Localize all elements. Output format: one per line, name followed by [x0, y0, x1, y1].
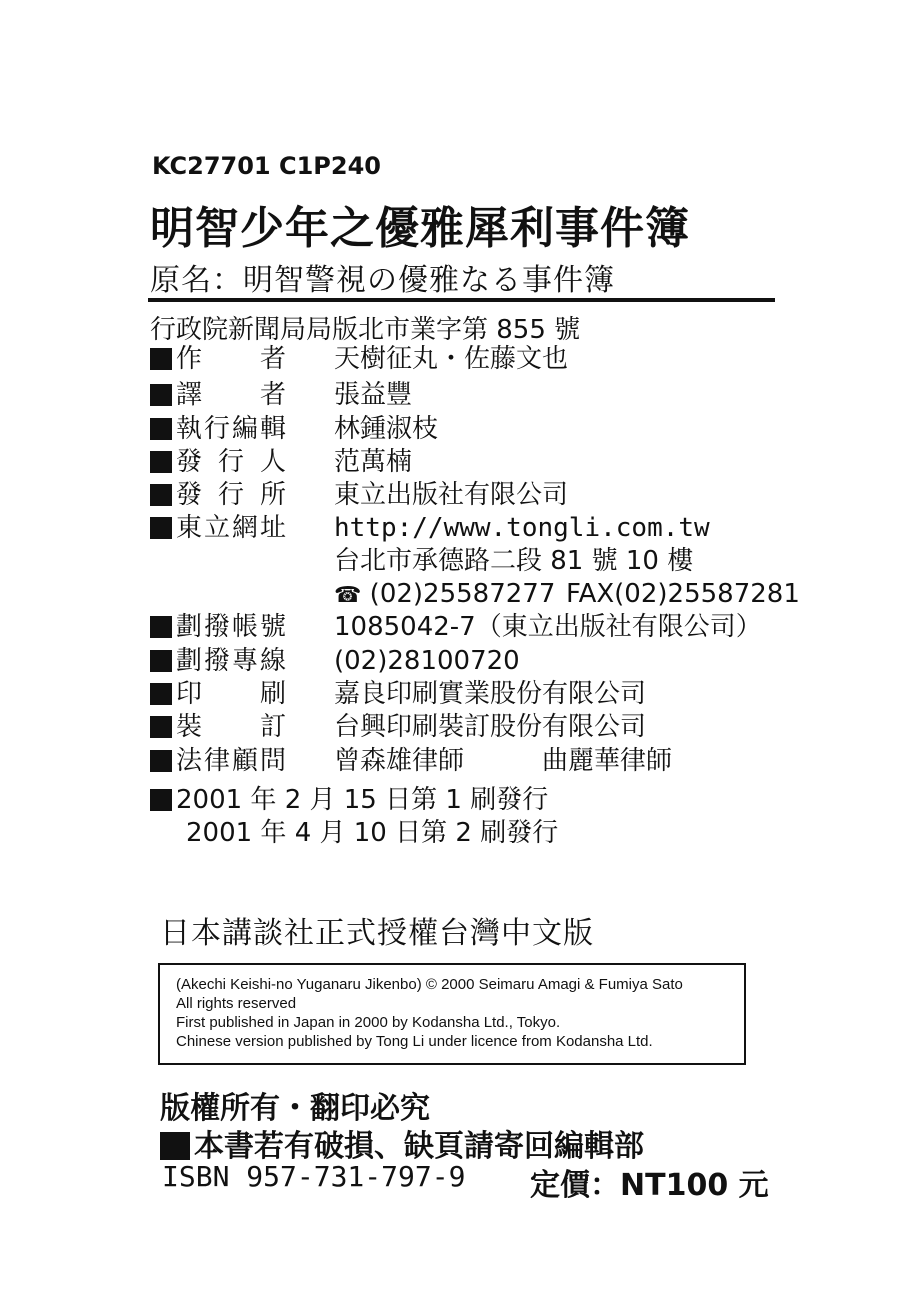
bullet-square [150, 384, 172, 406]
license-number: 行政院新聞局局版北市業字第 855 號 [150, 315, 581, 345]
credit-row-website [150, 512, 710, 545]
title-divider [148, 298, 775, 302]
rights-reserved: 版權所有・翻印必究 [160, 1091, 430, 1126]
credit-label: 執行編輯 [176, 414, 286, 444]
credit-row-author [150, 343, 569, 376]
credit-row-editor [150, 413, 439, 446]
credit-row-hotline [150, 645, 520, 678]
credit-row-publishing-house [150, 479, 569, 512]
bullet-square [150, 517, 172, 539]
credit-value: 范萬楠 [334, 447, 413, 477]
damage-notice: 本書若有破損、缺頁請寄回編輯部 [194, 1129, 644, 1164]
copyright-box [158, 963, 746, 1065]
credit-value: 天樹征丸・佐藤文也 [334, 344, 569, 374]
credit-row-binding [150, 711, 647, 744]
bullet-square [150, 348, 172, 370]
credit-value-secondary: 曲麗華律師 [542, 746, 673, 776]
contact-row [334, 578, 800, 612]
book-code: KC27701 C1P240 [152, 152, 381, 180]
authorization-statement: 日本講談社正式授權台灣中文版 [160, 916, 594, 951]
bullet-square [160, 1132, 190, 1160]
damage-notice-row [160, 1121, 644, 1165]
address: 台北市承德路二段 81 號 10 樓 [334, 546, 694, 576]
bullet-square [150, 683, 172, 705]
isbn: ISBN 957-731-797-9 [162, 1160, 466, 1193]
credit-value: 台興印刷裝訂股份有限公司 [334, 712, 647, 742]
bullet-square [150, 650, 172, 672]
bullet-square [150, 716, 172, 738]
credit-label: 東立網址 [176, 513, 286, 543]
bullet-square [150, 451, 172, 473]
telephone-number: (02)25587277 [369, 579, 556, 609]
credit-label: 發 行 人 [176, 447, 286, 477]
bullet-square [150, 616, 172, 638]
edition-row [150, 779, 548, 816]
copyright-line: All rights reserved [176, 995, 297, 1012]
edition-second: 2001 年 4 月 10 日第 2 刷發行 [186, 818, 559, 848]
credit-value: 曾森雄律師 [334, 746, 465, 776]
credit-row-account [150, 611, 762, 644]
credit-label: 劃撥帳號 [176, 612, 286, 642]
credit-row-publisher [150, 446, 413, 479]
credit-label: 劃撥專線 [176, 646, 286, 676]
credit-value: 1085042-7（東立出版社有限公司） [334, 612, 762, 642]
telephone-icon: ☎ [334, 583, 362, 608]
credit-label: 作 者 [176, 344, 286, 374]
credit-label: 譯 者 [176, 380, 286, 410]
original-title: 原名：明智警視の優雅なる事件簿 [150, 263, 615, 298]
price: 定價：NT100 元 [530, 1168, 769, 1203]
copyright-line: Chinese version published by Tong Li under licence from Kodansha Ltd. [176, 1033, 653, 1050]
edition-first: 2001 年 2 月 15 日第 1 刷發行 [176, 785, 549, 815]
website-url: http://www.tongli.com.tw [334, 513, 710, 543]
credit-row-legal [150, 745, 750, 778]
fax-number: FAX(02)25587281 [566, 579, 800, 609]
bullet-square [150, 789, 172, 811]
credit-label: 法律顧問 [176, 746, 286, 776]
bullet-square [150, 418, 172, 440]
credit-value: 嘉良印刷實業股份有限公司 [334, 679, 647, 709]
credit-row-printing [150, 678, 647, 711]
credit-label: 發 行 所 [176, 480, 286, 510]
bullet-square [150, 484, 172, 506]
credit-label: 裝 訂 [176, 712, 286, 742]
credit-label: 印 刷 [176, 679, 286, 709]
copyright-line: (Akechi Keishi-no Yuganaru Jikenbo) © 2000 Seimaru Amagi & Fumiya Sato [176, 976, 683, 993]
credit-value: 張益豐 [334, 380, 413, 410]
credit-row-translator [150, 379, 413, 412]
copyright-line: First published in Japan in 2000 by Kodansha Ltd., Tokyo. [176, 1014, 561, 1031]
credit-value: 林鍾淑枝 [334, 414, 439, 444]
credit-value: (02)28100720 [334, 646, 520, 676]
book-title: 明智少年之優雅犀利事件簿 [150, 203, 690, 254]
bullet-square [150, 750, 172, 772]
credit-value: 東立出版社有限公司 [334, 480, 569, 510]
